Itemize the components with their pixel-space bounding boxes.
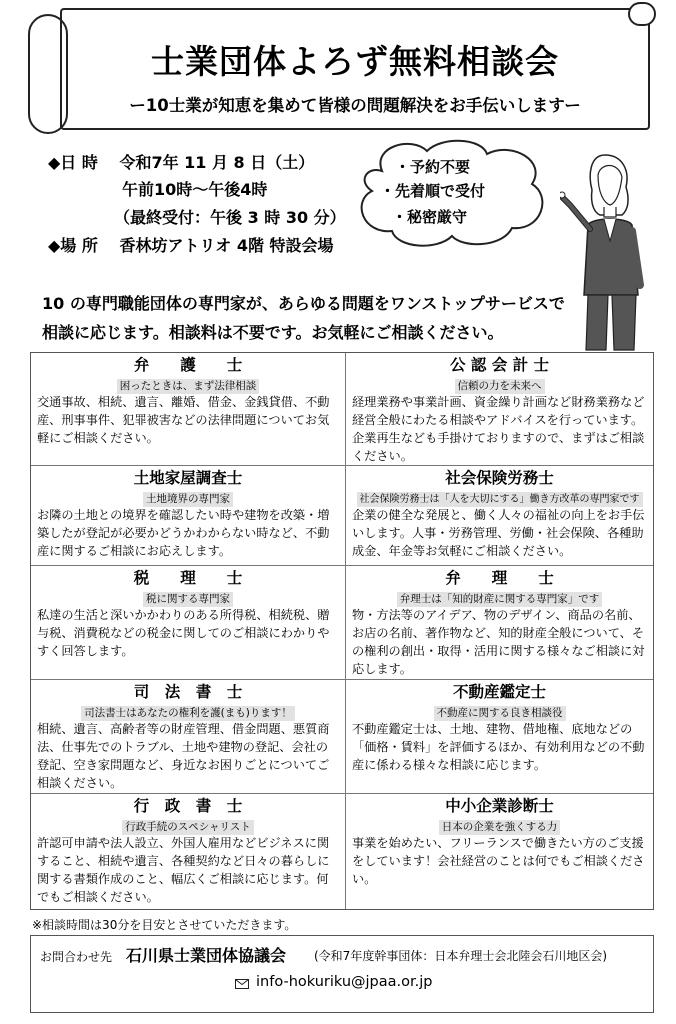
profession-cell — [31, 566, 346, 680]
profession-cell — [31, 466, 346, 566]
profession-tagline: 行政手続のスペシャリスト — [122, 820, 254, 835]
profession-description: 事業を始めたい、フリーランスで働きたい方のご支援をしています！会社経営のことは何でもご相談ください。 — [352, 836, 645, 886]
profession-tagline: 税に関する専門家 — [143, 592, 233, 607]
profession-cell — [346, 566, 653, 680]
cloud-item: ・先着順で受付 — [380, 182, 486, 200]
event-time: 午前10時～午後4時 — [122, 180, 268, 199]
profession-cell — [31, 794, 346, 909]
cloud-item: ・予約不要 — [395, 158, 471, 176]
profession-description: 交通事故、相続、遺言、離婚、借金、金銭貸借、不動産、刑事事件、犯罪被害などの法律問題についてお気軽にご相談ください。 — [37, 395, 330, 445]
profession-cell — [346, 353, 653, 466]
profession-name: 不動産鑑定士 — [452, 683, 546, 701]
profession-tagline: 社会保険労務士は「人を大切にする」働き方改革の専門家です — [357, 492, 643, 507]
contact-organization: 石川県士業団体協議会 — [126, 946, 287, 965]
event-place: ◆場 所 香林坊アトリオ 4階 特設会場 — [48, 236, 334, 255]
intro-line: 相談に応じます。相談料は不要です。お気軽にご相談ください。 — [42, 323, 504, 342]
profession-tagline: 不動産に関する良き相談役 — [434, 706, 566, 721]
profession-cell — [346, 794, 653, 909]
cloud-item: ・秘密厳守 — [392, 208, 468, 226]
profession-cell — [346, 466, 653, 566]
intro-line: 10 の専門職能団体の専門家が、あらゆる問題をワンストップサービスで — [42, 294, 565, 313]
profession-name: 弁 護 士 — [133, 356, 243, 374]
profession-cell — [346, 680, 653, 794]
profession-name: 行 政 書 士 — [133, 797, 243, 815]
profession-name: 社会保険労務士 — [445, 469, 554, 487]
profession-description: 不動産鑑定士は、土地、建物、借地権、底地などの「価格・賃料」を評価するほか、有効利用などの不動産に係わる様々な相談に応じます。 — [352, 722, 645, 772]
profession-tagline: 困ったときは、まず法律相談 — [117, 379, 260, 394]
profession-description: 許認可申請や法人設立、外国人雇用などビジネスに関すること、相続や遺言、各種契約など日々の暮らしに関する書類作成のこと、幅広くご相談に応じます。何でもご相談ください。 — [37, 836, 330, 904]
consultation-time-note: ※相談時間は30分を目安とさせていただきます。 — [32, 918, 297, 932]
profession-description: お隣の土地との境界を確認したい時や建物を改築・増築したが登記が必要かどうかわからない時など、不動産に関するご相談にお応えします。 — [37, 508, 330, 558]
profession-description: 企業の健全な発展と、働く人々の福祉の向上をお手伝いします。人事・労務管理、労働・社会保険、各種助成金、年金等お気軽にご相談ください。 — [352, 508, 645, 558]
contact-organizer-note: (令和7年度幹事団体：日本弁理士会北陸会石川地区会) — [314, 949, 608, 963]
profession-tagline: 弁理士は「知的財産に関する専門家」です — [397, 592, 603, 607]
page-subtitle: ー10士業が知恵を集めて皆様の問題解決をお手伝いしますー — [129, 96, 581, 115]
last-reception: （最終受付：午後 3 時 30 分） — [114, 208, 346, 227]
profession-name: 公 認 会 計 士 — [449, 356, 550, 374]
profession-description: 物・方法等のアイデア、物のデザイン、商品の名前、お店の名前、著作物など、知的財産全般について、その権利の創出・取得・活用に関する様々なご相談に対応します。 — [352, 608, 645, 676]
profession-tagline: 日本の企業を強くする力 — [439, 820, 561, 835]
banner-scroll-curl-top — [628, 2, 656, 26]
profession-cell — [31, 680, 346, 794]
profession-description: 相続、遺言、高齢者等の財産管理、借金問題、悪質商法、仕事先でのトラブル、土地や建物の登記、会社の登記、空き家問題など、身近なお困りごとについてご相談ください。 — [37, 722, 330, 790]
profession-tagline: 土地境界の専門家 — [143, 492, 233, 507]
profession-name: 弁 理 士 — [445, 569, 554, 587]
profession-tagline: 司法書士はあなたの権利を護(まも)ります！ — [81, 706, 295, 721]
mail-icon — [235, 979, 249, 989]
profession-name: 土地家屋調査士 — [133, 469, 243, 487]
profession-description: 私達の生活と深いかかわりのある所得税、相続税、贈与税、消費税などの税金に関してのご相談にわかりやすく回答します。 — [37, 608, 330, 658]
profession-name: 中小企業診断士 — [445, 797, 554, 815]
profession-name: 税 理 士 — [133, 569, 243, 587]
contact-label: お問合わせ先 — [40, 950, 113, 964]
profession-tagline: 信頼の力を未来へ — [455, 379, 545, 394]
presenter-illustration — [560, 145, 660, 355]
event-date: ◆日 時 令和7年 11 月 8 日（土） — [48, 153, 315, 172]
profession-description: 経理業務や事業計画、資金繰り計画など財務業務など経営全般にわたる相談やアドバイスを行っています。企業再生なども手掛けておりますので、まずはご相談ください。 — [352, 395, 645, 463]
contact-email[interactable]: info-hokuriku@jpaa.or.jp — [256, 974, 433, 990]
profession-name: 司 法 書 士 — [133, 683, 243, 701]
page-title: 士業団体よろず無料相談会 — [151, 42, 559, 81]
profession-cell — [31, 353, 346, 466]
